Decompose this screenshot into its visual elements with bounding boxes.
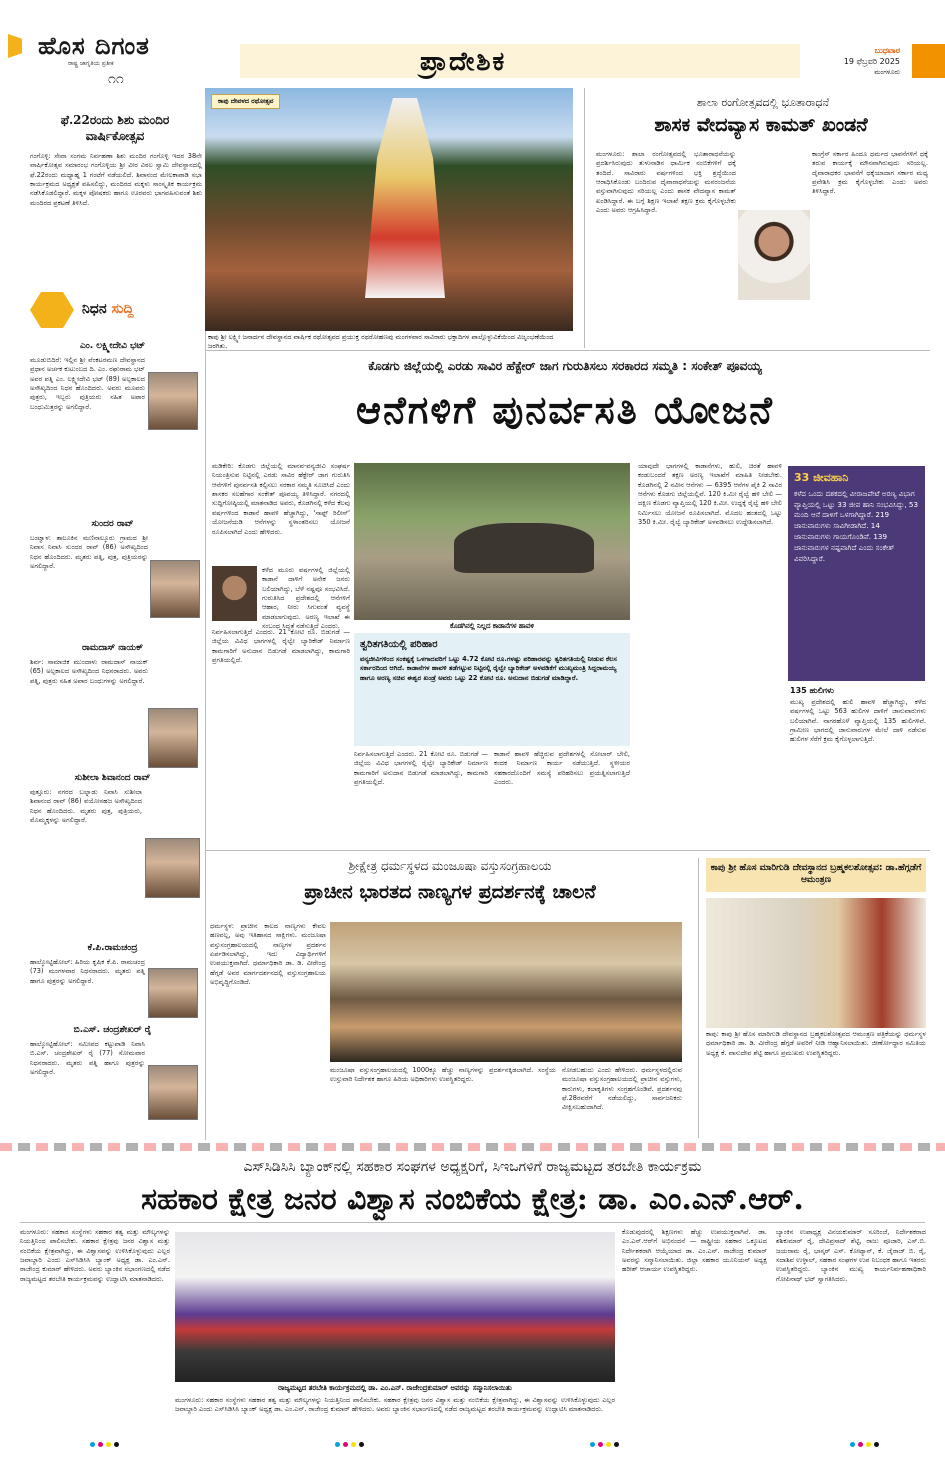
- story-headline: ಶಾಸಕ ವೇದವ್ಯಾಸ ಕಾಮತ್ ಖಂಡನೆ: [654, 114, 868, 136]
- obituary-name: ಸುಂದರ ರಾವ್: [91, 519, 134, 529]
- newspaper-name: ಹೊಸ ದಿಗಂತ: [38, 31, 150, 60]
- column-divider: [698, 858, 699, 1138]
- story-body: ಕಾಂಗ್ರೆಸ್ ಸರ್ಕಾರ ಹಿಂದೂ ಧರ್ಮದ ಭಾವನೆಗಳಿಗೆ ಧಕ್ಕೆ ತರುವ ಕಾರ್ಯಕ್ಕೆ ಮೌನವಾಗಿರುವುದು ಸರಿಯಲ್ಲ. ದೈವಾರಾಧಕರ ಭಾವನೆಗೆ ಧಕ್ಕೆಯಾದಾಗ ಸರ್ಕಾರ ಮಧ್ಯ ಪ್ರವೇಶಿಸಿ ಕ್ರಮ ಕೈಗೊಳ್ಳಬೇಕು ಎಂದು ಅವರು ತಿಳಿಸಿದ್ದಾರೆ.: [812, 150, 928, 196]
- day-label: ಬುಧವಾರ: [874, 46, 900, 55]
- page-number: ೧೧: [108, 71, 124, 87]
- stat-heading: 33 ಜೀವಹಾನಿ: [794, 471, 849, 484]
- story-body: ನಿರ್ವಹಿಸಲಾಗುತ್ತಿದೆ ಎಂದರು. 21 ಕೋಟಿ ರೂ. ಬಿಡುಗಡೆ — ಜಿಲ್ಲೆಯ ವಿವಿಧ ಭಾಗಗಳಲ್ಲಿ ರೈಲ್ವೇ ಬ್ಯಾರಿಕೇಡ್ ನಿರ್ಮಾಣ ಕಾಮಗಾರಿಗೆ ಅನುದಾನ ಬಿಡುಗಡೆ ಮಾಡಲಾಗಿದ್ದು, ಕಾಮಗಾರಿ ಪ್ರಗತಿಯಲ್ಲಿದೆ.: [212, 628, 350, 665]
- highlight-heading: ತ್ವರಿತಗತಿಯಲ್ಲಿ ಪರಿಹಾರ: [360, 639, 438, 650]
- obituary-body: ಶಿರ್ವ: ಸಾಮಾಜಿಕ ಮುಂದಾಳು ರಾಮದಾಸ್ ನಾಯಕ್ (65) ಅಲ್ಪಕಾಲದ ಅಸೌಖ್ಯದಿಂದ ನಿಧನರಾದರು. ಅವರು ಪತ್ನಿ, ಪುತ್ರರು ಸಹಿತ ಅಪಾರ ಬಂಧುಗಳನ್ನು ಅಗಲಿದ್ದಾರೆ.: [30, 658, 148, 685]
- obituary-name: ಬಿ.ಎಸ್. ಚಂದ್ರಶೇಖರ್ ರೈ: [73, 1025, 152, 1035]
- black-dot: [359, 1442, 364, 1447]
- portrait-photo: [150, 560, 200, 618]
- mla-portrait: [738, 210, 810, 300]
- sanket-portrait: [212, 566, 257, 621]
- obituary-body: ಪುತ್ತೂರು: ನಗರದ ಬಲ್ನಾಡು ನಿವಾಸಿ ಸುಶೀಲಾ ಶಿವಾನಂದ ರಾವ್ (86) ವಯೋಸಹಜ ಅಸೌಖ್ಯದಿಂದ ನಿಧನ ಹೊಂದಿದರು. ಮೃತರು ಪುತ್ರ, ಪುತ್ರಿಯರು, ಮೊಮ್ಮಕ್ಕಳನ್ನು ಅಗಲಿದ್ದಾರೆ.: [30, 788, 142, 825]
- cyan-dot: [335, 1442, 340, 1447]
- obituary-item: [20, 940, 205, 954]
- cyan-dot: [590, 1442, 595, 1447]
- cyan-dot: [850, 1442, 855, 1447]
- portrait-photo: [148, 708, 198, 768]
- left-story-body: ಗಂಗೊಳ್ಳಿ: ಸೇವಾ ಸಂಗಮ ನಿರ್ವಹಣಾ ಶಿಶು ಮಂದಿರ ಗಂಗೊಳ್ಳಿ ಇದರ 38ನೇ ವಾರ್ಷಿಕೋತ್ಸವ ಸಮಾರಂಭ ಗಂಗೊಳ್ಳಿಯ ಶ್ರೀ ವೀರ ವಿಠಲ ಸ್ವಾಮಿ ದೇವಸ್ಥಾನದಲ್ಲಿ ಫೆ.22ರಂದು ಮಧ್ಯಾಹ್ನ 1 ಗಂಟೆಗೆ ನಡೆಯಲಿದೆ. ಶಿವಾನಂದ ಮೇಲಕಾಪಾಡಿ ಸಭಾ ಕಾರ್ಯಕ್ರಮದ ಅಧ್ಯಕ್ಷತೆ ವಹಿಸಲಿದ್ದು, ಮಂದಿರದ ಮಕ್ಕಳು ಸಾಂಸ್ಕೃತಿಕ ಕಾರ್ಯಕ್ರಮ ನಡೆಸಿಕೊಡಲಿದ್ದಾರೆ. ಮಕ್ಕಳ ಪೋಷಕರು ಹಾಗೂ ಊರವರು ಭಾಗವಹಿಸುವಂತೆ ಶಿಶು ಮಂದಿರದ ಪ್ರಕಟಣೆ ತಿಳಿಸಿದೆ.: [30, 152, 202, 207]
- photo-caption: ರಾಜ್ಯಮಟ್ಟದ ತರಬೇತಿ ಕಾರ್ಯಕ್ರಮದಲ್ಲಿ ಡಾ. ಎಂ.ಎನ್. ರಾಜೇಂದ್ರಕುಮಾರ್ ಅವರನ್ನು ಸನ್ಮಾನಿಸಲಾಯಿತು: [278, 1384, 512, 1392]
- story-body: ಕಳೆದ ಮೂರು ವರ್ಷಗಳಲ್ಲಿ ಜಿಲ್ಲೆಯಲ್ಲಿ ಕಾಡಾನೆ ದಾಳಿಗೆ ಅನೇಕ ಜನರು ಬಲಿಯಾಗಿದ್ದು, ಬೆಳೆ ನಷ್ಟವೂ ಸಂಭವಿಸಿದೆ. ಗುರುತಿಸಿದ ಪ್ರದೇಶದಲ್ಲಿ ಆನೆಗಳಿಗೆ ಆಹಾರ, ನೀರು ಸಿಗುವಂತೆ ವ್ಯವಸ್ಥೆ ಮಾಡಲಾಗುವುದು. ಅರಣ್ಯ ಇಲಾಖೆ ಈ ಸಂಬಂಧ ಸಿದ್ಧತೆ ನಡೆಸುತ್ತಿದೆ ಎಂದರು.: [262, 566, 350, 631]
- obituary-item: [20, 770, 205, 784]
- story-body: ಕೊಡುವುದರಲ್ಲಿ ಶಿಕ್ಷಣಗಳು ಹೆಚ್ಚು ಉಪಯುಕ್ತವಾಗಿವೆ. ಡಾ. ಎಂ.ಎನ್.ಆರ್‌ಗೆ ಅಭಿನಂದನೆ — ರಾಷ್ಟ್ರೀಯ ಸಹಕಾರ ಒಕ್ಕೂಟದ ನಿರ್ದೇಶಕರಾಗಿ ಆಯ್ಕೆಯಾದ ಡಾ. ಎಂ.ಎನ್. ರಾಜೇಂದ್ರ ಕುಮಾರ್ ಅವರನ್ನು ಸನ್ಮಾನಿಸಲಾಯಿತು. ಜಿಲ್ಲಾ ಸಹಕಾರ ಯೂನಿಯನ್ ಅಧ್ಯಕ್ಷ ಹರೀಶ್ ಆಚಾರ್ಯ ಉಪಸ್ಥಿತರಿದ್ದರು.: [622, 1228, 767, 1274]
- obituary-item: [20, 338, 205, 352]
- portrait-photo: [148, 372, 198, 430]
- story-headline: ಆನೆಗಳಿಗೆ ಪುನರ್ವಸತಿ ಯೋಜನೆ: [356, 387, 774, 432]
- obituary-name: ರಾಮದಾಸ್ ನಾಯಕ್: [81, 643, 144, 653]
- masthead-logo: [8, 28, 208, 88]
- obituary-item: [20, 640, 205, 654]
- obituary-body: ಹಾಲ್ಕೋಟ್ಟಿಹೋಲ್: ಹಿರಿಯ ಕೃಷಿಕ ಕೆ.ಪಿ. ರಾಮಚಂದ್ರ (73) ಮಂಗಳವಾರ ನಿಧನರಾದರು. ಮೃತರು ಪತ್ನಿ ಹಾಗೂ ಪುತ್ರರನ್ನು ಅಗಲಿದ್ದಾರೆ.: [30, 958, 145, 985]
- hexagon-icon: [30, 292, 74, 328]
- black-dot: [114, 1442, 119, 1447]
- cyan-dot: [90, 1442, 95, 1447]
- story-body: ನೋಡಬಹುದು ಎಂದು ಹೇಳಿದರು. ಧರ್ಮಸ್ಥಳದಲ್ಲಿರುವ ಮಂಜೂಷಾ ವಸ್ತುಸಂಗ್ರಹಾಲಯದಲ್ಲಿ ಪ್ರಾಚೀನ ವಸ್ತುಗಳು, ಕಾರುಗಳು, ಕಲಾಕೃತಿಗಳು ಸಂಗ್ರಹಗೊಂಡಿವೆ. ಪ್ರದರ್ಶನವು ಫೆ.28ರವರೆಗೆ ನಡೆಯಲಿದ್ದು, ಸಾರ್ವಜನಿಕರು ವೀಕ್ಷಿಸಬಹುದಾಗಿದೆ.: [562, 1066, 682, 1112]
- story-body: ಮಂಗಳೂರು: ಸಹಕಾರ ಸಂಸ್ಥೆಗಳು ಸಹಕಾರ ತತ್ವ ಮತ್ತು ಮೌಲ್ಯಗಳನ್ನು ನಿಯತ್ತಿನಿಂದ ಪಾಲಿಸಬೇಕು. ಸಹಕಾರ ಕ್ಷೇತ್ರವು ಜನರ ವಿಶ್ವಾಸ ಮತ್ತು ನಂಬಿಕೆಯ ಕ್ಷೇತ್ರವಾಗಿದ್ದು, ಈ ವಿಶ್ವಾಸವನ್ನು ಉಳಿಸಿಕೊಳ್ಳುವುದು ಎಲ್ಲರ ಜವಾಬ್ದಾರಿ ಎಂದು ಎಸ್‌ಸಿಡಿಸಿಸಿ ಬ್ಯಾಂಕ್ ಅಧ್ಯಕ್ಷ ಡಾ. ಎಂ.ಎನ್. ರಾಜೇಂದ್ರ ಕುಮಾರ್ ಹೇಳಿದರು. ಅವರು ಬ್ಯಾಂಕಿನ ಸಭಾಂಗಣದಲ್ಲಿ ನಡೆದ ರಾಜ್ಯಮಟ್ಟದ ತರಬೇತಿ ಕಾರ್ಯಕ್ರಮವನ್ನು ಉದ್ಘಾಟಿಸಿ ಮಾತನಾಡಿದರು.: [175, 1396, 615, 1414]
- story-body: ನಿರ್ವಹಿಸಲಾಗುತ್ತಿದೆ ಎಂದರು. 21 ಕೋಟಿ ರೂ. ಬಿಡುಗಡೆ — ಜಿಲ್ಲೆಯ ವಿವಿಧ ಭಾಗಗಳಲ್ಲಿ ರೈಲ್ವೇ ಬ್ಯಾರಿಕೇಡ್ ನಿರ್ಮಾಣ ಕಾಮಗಾರಿಗೆ ಅನುದಾನ ಬಿಡುಗಡೆ ಮಾಡಲಾಗಿದ್ದು, ಕಾಮಗಾರಿ ಪ್ರಗತಿಯಲ್ಲಿದೆ.: [354, 750, 488, 787]
- obituary-body: ಮೂಡುಬಿದಿರೆ: ಇಲ್ಲಿನ ಶ್ರೀ ವೆಂಕಟರಮಣ ದೇವಸ್ಥಾನದ ಪ್ರಧಾನ ಅರ್ಚಕ ಕುಟುಂಬದ ದಿ. ಎಂ. ರಘುರಾಮ ಭಟ್ ಅವರ ಪತ್ನಿ ಎಂ. ಲಕ್ಷ್ಮೀದೇವಿ ಭಟ್ (89) ಅಲ್ಪಕಾಲದ ಅಸೌಖ್ಯದಿಂದ ನಿಧನ ಹೊಂದಿದರು. ಅವರು ಮೂವರು ಪುತ್ರರು, ಇಬ್ಬರು ಪುತ್ರಿಯರು ಸಹಿತ ಅಪಾರ ಬಂಧುಮಿತ್ರರನ್ನು ಅಗಲಿದ್ದಾರೆ.: [30, 356, 145, 411]
- felicitation-photo: [175, 1232, 615, 1382]
- elephant-herd-photo: [354, 463, 630, 620]
- yellow-dot: [106, 1442, 111, 1447]
- story-kicker: ಶ್ರೀಕ್ಷೇತ್ರ ಧರ್ಮಸ್ಥಳದ ಮಂಜೂಷಾ ವಸ್ತುಸಂಗ್ರಹಾಲಯ: [348, 859, 552, 873]
- left-story-title: ಫೆ.22ರಂದು ಶಿಶು ಮಂದಿರ ವಾರ್ಷಿಕೋತ್ಸವ: [60, 113, 170, 144]
- obituary-header: [30, 292, 200, 328]
- story-body: ಯಾವುದೇ ಭಾಗಗಳಲ್ಲಿ ಕಾಡಾನೆಗಳು, ಹುಲಿ, ಚಿರತೆ ಹಾವಳಿ ಕಂಡುಬಂದರೆ ತಕ್ಷಣ ಅರಣ್ಯ ಇಲಾಖೆಗೆ ಮಾಹಿತಿ ನೀಡಬೇಕು. ಕೊಡಗಿನಲ್ಲಿ 2 ನವೀನ ಆನೆಗಳು — 6395 ಆನೆಗಳ ಪೈಕಿ 2 ಸಾವಿರ ಆನೆಗಳು ಕೊಡಗು ಜಿಲ್ಲೆಯಲ್ಲಿವೆ. 120 ಕಿ.ಮೀ ರೈಲ್ವೆ ಹಳಿ ಬೇಲಿ — ದಕ್ಷಿಣ ಕೊಡಗು ವ್ಯಾಪ್ತಿಯಲ್ಲಿ 120 ಕಿ.ಮೀ. ಉದ್ದಕ್ಕೆ ರೈಲ್ವೆ ಹಳಿ ಬೇಲಿ ನಿರ್ಮಿಸಲು ಯೋಜನೆ ರೂಪಿಸಲಾಗಿದೆ. ಮೊದಲ ಹಂತದಲ್ಲಿ ಒಟ್ಟು 350 ಕಿ.ಮೀ. ರೈಲ್ವೆ ಬ್ಯಾರಿಕೇಡ್ ಅಳವಡಿಸಲು ಉದ್ದೇಶಿಸಲಾಗಿದೆ.: [638, 462, 782, 527]
- obituary-item: [20, 1022, 205, 1036]
- obituary-item: [20, 516, 205, 530]
- story-body: ಮಂಜೂಷಾ ವಸ್ತುಸಂಗ್ರಹಾಲಯದಲ್ಲಿ 1000ಕ್ಕೂ ಹೆಚ್ಚು ನಾಣ್ಯಗಳನ್ನು ಪ್ರದರ್ಶನಕ್ಕಿಡಲಾಗಿದೆ. ಸಂಸ್ಥೆಯ ಉಸ್ತುವಾರಿ ನಿರ್ದೇಶಕ ಹಾಗೂ ಹಿರಿಯ ಅಧಿಕಾರಿಗಳು ಉಪಸ್ಥಿತರಿದ್ದರು.: [330, 1066, 556, 1084]
- section-divider: [20, 1222, 925, 1223]
- museum-event-photo: [330, 922, 682, 1062]
- story-headline: ಪ್ರಾಚೀನ ಭಾರತದ ನಾಣ್ಯಗಳ ಪ್ರದರ್ಶನಕ್ಕೆ ಚಾಲನೆ: [304, 881, 596, 903]
- stat-body: ಕಳೆದ ಒಂದು ದಶಕದಲ್ಲಿ ವೀರಾಜಪೇಟೆ ಅರಣ್ಯ ವಿಭಾಗ ವ್ಯಾಪ್ತಿಯಲ್ಲಿ ಒಟ್ಟು 33 ಜೀವ ಹಾನಿ ಸಂಭವಿಸಿದ್ದು, 53 ಮಂದಿ ಆನೆ ದಾಳಿಗೆ ಒಳಗಾಗಿದ್ದಾರೆ. 219 ಜಾನುವಾರುಗಳು ಸಾವಿಗೀಡಾಗಿದೆ. 14 ಜಾನುವಾರುಗಳು ಗಾಯಗೊಂಡಿವೆ. 139 ಜಾನುವಾರುಗಳ ನಷ್ಟವಾಗಿದೆ ಎಂದು ಸಂಕೇತ್ ವಿವರಿಸಿದ್ದಾರೆ.: [794, 488, 919, 563]
- edge-tab: [912, 44, 945, 78]
- flag-icon: [8, 34, 22, 58]
- magenta-dot: [343, 1442, 348, 1447]
- obituary-header-b: ಸುದ್ದಿ: [111, 301, 134, 317]
- section-divider: [205, 850, 930, 851]
- portrait-photo: [145, 838, 200, 898]
- city-label: ಮಂಗಳೂರು: [874, 67, 900, 76]
- elephant-herd-shape: [454, 523, 594, 573]
- photo-caption: ಕೊಡಗಿನಲ್ಲಿ ನಿಲ್ಲದ ಕಾಡಾನೆಗಳ ಹಾವಳಿ: [450, 622, 534, 630]
- story-body: ಮಂಗಳೂರು: ಶಾಲಾ ರಂಗೋತ್ಸವದಲ್ಲಿ ಭೂತಾರಾಧನೆಯನ್ನು ಪ್ರದರ್ಶಿಸಿರುವುದು ತುಳುನಾಡಿನ ಧಾರ್ಮಿಕ ನಂಬಿಕೆಗಳಿಗೆ ಧಕ್ಕೆ ತಂದಿದೆ. ಸಾವಿರಾರು ವರ್ಷಗಳಿಂದ ಭಕ್ತಿ ಶ್ರದ್ಧೆಯಿಂದ ಆರಾಧಿಸಿಕೊಂಡು ಬಂದಿರುವ ದೈವಾರಾಧನೆಯನ್ನು ಮನರಂಜನೆಯ ವಸ್ತುವಾಗಿಸುವುದು ಸರಿಯಲ್ಲ ಎಂದು ಶಾಸಕ ವೇದವ್ಯಾಸ ಕಾಮತ್ ಖಂಡಿಸಿದ್ದಾರೆ. ಈ ಬಗ್ಗೆ ಶಿಕ್ಷಣ ಇಲಾಖೆ ತಕ್ಷಣ ಕ್ರಮ ಕೈಗೊಳ್ಳಬೇಕು ಎಂದು ಅವರು ಆಗ್ರಹಿಸಿದ್ದಾರೆ.: [596, 150, 736, 215]
- stat-box: [788, 466, 925, 681]
- photo-badge: ಕಾಪು ದೇವಳದ ರಥೋತ್ಸವ: [211, 94, 280, 109]
- subheading: 135 ಹುಲಿಗಳು: [790, 686, 834, 695]
- magenta-dot: [98, 1442, 103, 1447]
- date-block: [805, 46, 900, 76]
- story-body: ಧರ್ಮಸ್ಥಳ: ಪ್ರಾಚೀನ ಕಾಲದ ನಾಣ್ಯಗಳು ಕೇವಲ ಹಣವಲ್ಲ, ಅವು ಇತಿಹಾಸದ ಸಾಕ್ಷಿಗಳು. ಮಂಜೂಷಾ ವಸ್ತುಸಂಗ್ರಹಾಲಯದಲ್ಲಿ ನಾಣ್ಯಗಳ ಪ್ರದರ್ಶನ ಏರ್ಪಡಿಸಲಾಗಿದ್ದು, ಇದು ವಿದ್ಯಾರ್ಥಿಗಳಿಗೆ ಉಪಯುಕ್ತವಾಗಿದೆ. ಧರ್ಮಾಧಿಕಾರಿ ಡಾ. ಡಿ. ವೀರೇಂದ್ರ ಹೆಗ್ಗಡೆ ಅವರ ಮಾರ್ಗದರ್ಶನದಲ್ಲಿ ವಸ್ತುಸಂಗ್ರಹಾಲಯ ಅಭಿವೃದ್ಧಿಗೊಂಡಿದೆ.: [210, 922, 326, 987]
- box-title: ಕಾಪು ಶ್ರೀ ಹೊಸ ಮಾರಿಗುಡಿ ದೇವಸ್ಥಾನದ ಬ್ರಹ್ಮಕಲಶೋತ್ಸವ: ಡಾ.ಹೆಗ್ಗಡೆಗೆ ಆಮಂತ್ರಣ: [706, 858, 926, 892]
- story-kicker: ಶಾಲಾ ರಂಗೋತ್ಸವದಲ್ಲಿ ಭೂತಾರಾಧನೆ: [696, 96, 830, 109]
- obituary-name: ಸುಶೀಲಾ ಶಿವಾನಂದ ರಾವ್: [74, 773, 151, 783]
- story-kicker: ಎಸ್‌ಸಿಡಿಸಿಸಿ ಬ್ಯಾಂಕ್‌ನಲ್ಲಿ ಸಹಕಾರ ಸಂಘಗಳ ಅಧ್ಯಕ್ಷರಿಗೆ, ಸಿಇಒಗಳಿಗೆ ರಾಜ್ಯಮಟ್ಟದ ತರಬೇತಿ ಕಾರ್ಯಕ್ರಮ: [243, 1159, 702, 1175]
- photo-caption: ಕಾಪು: ಕಾಪು ಶ್ರೀ ಹೊಸ ಮಾರಿಗುಡಿ ದೇವಸ್ಥಾನದ ಬ್ರಹ್ಮಕಲಶೋತ್ಸವದ ಆಮಂತ್ರಣ ಪತ್ರಿಕೆಯನ್ನು ಧರ್ಮಸ್ಥಳ ಧರ್ಮಾಧಿಕಾರಿ ಡಾ. ಡಿ. ವೀರೇಂದ್ರ ಹೆಗ್ಗಡೆ ಅವರಿಗೆ ನೀಡಿ ಆಹ್ವಾನಿಸಲಾಯಿತು. ಜೀರ್ಣೋದ್ಧಾರ ಸಮಿತಿಯ ಅಧ್ಯಕ್ಷ ಕೆ. ವಾಸುದೇವ ಶೆಟ್ಟಿ ಹಾಗೂ ಪ್ರಮುಖರು ಉಪಸ್ಥಿತರಿದ್ದರು.: [706, 1030, 926, 1057]
- chariot-festival-photo: [205, 88, 573, 331]
- story-body: ಕಾಡಾನೆ ಹಾವಳಿ ಹೆಚ್ಚಿರುವ ಪ್ರದೇಶಗಳಲ್ಲಿ ಸೋಲಾರ್ ಬೇಲಿ, ಕಂದಕ ನಿರ್ಮಾಣ ಕಾರ್ಯ ನಡೆಯುತ್ತಿದೆ. ಸ್ಥಳೀಯರ ಸಹಕಾರದೊಂದಿಗೆ ಸಮಸ್ಯೆ ಪರಿಹರಿಸಲು ಪ್ರಯತ್ನಿಸಲಾಗುತ್ತಿದೆ ಎಂದರು.: [494, 750, 630, 787]
- obituary-name: ಎಂ. ಲಕ್ಷ್ಮೀದೇವಿ ಭಟ್: [79, 341, 146, 351]
- obituary-header-a: ನಿಧನ: [82, 301, 107, 317]
- black-dot: [874, 1442, 879, 1447]
- magenta-dot: [598, 1442, 603, 1447]
- obituary-body: ಬಂಟ್ವಾಳ: ತಾಲೂಕಿನ ಮಣಿನಾಲ್ಕೂರು ಗ್ರಾಮದ ಶ್ರೀ ನಿವಾಸ ನಿವಾಸಿ ಸುಂದರ ರಾವ್ (86) ಅಸೌಖ್ಯದಿಂದ ನಿಧನ ಹೊಂದಿದರು. ಮೃತರು ಪತ್ನಿ, ಪುತ್ರ, ಪುತ್ರಿಯರನ್ನು ಅಗಲಿದ್ದಾರೆ.: [30, 534, 148, 571]
- section-banner: [240, 44, 800, 78]
- story-headline: ಸಹಕಾರ ಕ್ಷೇತ್ರ ಜನರ ವಿಶ್ವಾಸ ನಂಬಿಕೆಯ ಕ್ಷೇತ್ರ: ಡಾ. ಎಂ.ಎನ್.ಆರ್.: [141, 1182, 804, 1217]
- section-divider: [205, 350, 930, 351]
- yellow-dot: [351, 1442, 356, 1447]
- story-body: ಮಂಗಳೂರು: ಸಹಕಾರ ಸಂಸ್ಥೆಗಳು ಸಹಕಾರ ತತ್ವ ಮತ್ತು ಮೌಲ್ಯಗಳನ್ನು ನಿಯತ್ತಿನಿಂದ ಪಾಲಿಸಬೇಕು. ಸಹಕಾರ ಕ್ಷೇತ್ರವು ಜನರ ವಿಶ್ವಾಸ ಮತ್ತು ನಂಬಿಕೆಯ ಕ್ಷೇತ್ರವಾಗಿದ್ದು, ಈ ವಿಶ್ವಾಸವನ್ನು ಉಳಿಸಿಕೊಳ್ಳುವುದು ಎಲ್ಲರ ಜವಾಬ್ದಾರಿ ಎಂದು ಎಸ್‌ಸಿಡಿಸಿಸಿ ಬ್ಯಾಂಕ್ ಅಧ್ಯಕ್ಷ ಡಾ. ಎಂ.ಎನ್. ರಾಜೇಂದ್ರ ಕುಮಾರ್ ಹೇಳಿದರು. ಅವರು ಬ್ಯಾಂಕಿನ ಸಭಾಂಗಣದಲ್ಲಿ ನಡೆದ ರಾಜ್ಯಮಟ್ಟದ ತರಬೇತಿ ಕಾರ್ಯಕ್ರಮವನ್ನು ಉದ್ಘಾಟಿಸಿ ಮಾತನಾಡಿದರು.: [20, 1228, 170, 1283]
- yellow-dot: [606, 1442, 611, 1447]
- section-title: ಪ್ರಾದೇಶಿಕ: [420, 47, 507, 77]
- black-dot: [614, 1442, 619, 1447]
- date-label: 19 ಫೆಬ್ರವರಿ 2025: [843, 56, 900, 66]
- decorative-stripe: [0, 1143, 945, 1151]
- obituary-body: ಹಾಲ್ಕೋಟ್ಟಿಹೋಲ್: ಸಮೀಪದ ಕಟ್ಟುಪಾಡಿ ನಿವಾಸಿ ಬಿ.ಎಸ್. ಚಂದ್ರಶೇಖರ್ ರೈ (77) ಸೋಮವಾರ ನಿಧನರಾದರು. ಮೃತರು ಪತ್ನಿ ಹಾಗೂ ಪುತ್ರರನ್ನು ಅಗಲಿದ್ದಾರೆ.: [30, 1040, 145, 1077]
- print-registration-marks: [0, 1440, 945, 1450]
- column-divider: [584, 88, 585, 348]
- newspaper-tagline: ರಾಷ್ಟ್ರ ಜಾಗೃತಿಯ ಪ್ರತೀಕ: [68, 60, 114, 67]
- magenta-dot: [858, 1442, 863, 1447]
- obituary-name: ಕೆ.ಪಿ.ರಾಮಚಂದ್ರ: [87, 943, 138, 953]
- portrait-photo: [148, 968, 198, 1018]
- highlight-body: ವನ್ಯಜೀವಿಗಳಿಂದ ಸಂಕಷ್ಟಕ್ಕೆ ಒಳಗಾದವರಿಗೆ ಒಟ್ಟು 4.72 ಕೋಟಿ ರೂ.ಗಳಷ್ಟು ಪರಿಹಾರವನ್ನು ತ್ವರಿತಗತಿಯಲ್ಲಿ ನೀಡುವ ಕೆಲಸ ಸರ್ಕಾರದಿಂದ ಆಗಿದೆ. ಕಾಡಾನೆಗಳ ಹಾವಳಿ ತಡೆಗಟ್ಟುವ ನಿಟ್ಟಿನಲ್ಲಿ ರೈಲ್ವೇ ಬ್ಯಾರಿಕೇಡ್ ಅಳವಡಿಕೆಗೆ ಮುಖ್ಯಮಂತ್ರಿ ಸಿದ್ದರಾಮಯ್ಯ ಹಾಗೂ ಅರಣ್ಯ ಸಚಿವ ಈಶ್ವರ ಖಂಡ್ರೆ ಅವರು ಒಟ್ಟು 22 ಕೋಟಿ ರೂ. ಅನುದಾನ ಬಿಡುಗಡೆ ಮಾಡಿದ್ದಾರೆ.: [360, 654, 617, 682]
- portrait-photo: [148, 1065, 198, 1120]
- story-kicker: ಕೊಡಗು ಜಿಲ್ಲೆಯಲ್ಲಿ ಎರಡು ಸಾವಿರ ಹೆಕ್ಟೇರ್ ಜಾಗ ಗುರುತಿಸಲು ಸರಕಾರದ ಸಮ್ಮತಿ : ಸಂಕೇತ್ ಪೂವಯ್ಯ: [368, 359, 762, 373]
- story-body: ಮಡಿಕೇರಿ: ಕೊಡಗು ಜಿಲ್ಲೆಯಲ್ಲಿ ಮಾನವ-ವನ್ಯಜೀವಿ ಸಂಘರ್ಷ ನಿಯಂತ್ರಿಸುವ ನಿಟ್ಟಿನಲ್ಲಿ ಎರಡು ಸಾವಿರ ಹೆಕ್ಟೇರ್ ಜಾಗ ಗುರುತಿಸಿ ಆನೆಗಳಿಗೆ ಪುನರ್ವಸತಿ ಕಲ್ಪಿಸಲು ಸರಕಾರ ಸಮ್ಮತಿ ಸೂಚಿಸಿದೆ ಎಂದು ಶಾಸಕರ ಸಲಹೆಗಾರ ಸಂಕೇತ್ ಪೂವಯ್ಯ ತಿಳಿಸಿದ್ದಾರೆ. ನಗರದಲ್ಲಿ ಸುದ್ದಿಗೋಷ್ಠಿಯಲ್ಲಿ ಮಾತನಾಡಿದ ಅವರು, ಕೊಡಗಿನಲ್ಲಿ ಕಳೆದ ಕೆಲವು ವರ್ಷಗಳಿಂದ ಕಾಡಾನೆ ಹಾವಳಿ ಹೆಚ್ಚಾಗಿದ್ದು, 'ಸಾಫ್ಟ್ ರಿಲೀಸ್' ಯೋಜನೆಯಡಿ ಆನೆಗಳನ್ನು ಸ್ಥಳಾಂತರಿಸಲು ಯೋಜನೆ ರೂಪಿಸಲಾಗಿದೆ ಎಂದು ಹೇಳಿದರು.: [212, 462, 350, 536]
- story-body: ಮುಖ್ಯ ಪ್ರದೇಶದಲ್ಲಿ ಹುಲಿ ಹಾವಳಿ ಹೆಚ್ಚಾಗಿದ್ದು, ಕಳೆದ ವರ್ಷಗಳಲ್ಲಿ ಒಟ್ಟು 563 ಹುಲಿಗಳ ದಾಳಿಗೆ ಜಾನುವಾರುಗಳು ಬಲಿಯಾಗಿವೆ. ನಾಗರಹೊಳೆ ವ್ಯಾಪ್ತಿಯಲ್ಲಿ 135 ಹುಲಿಗಳಿವೆ. ಗ್ರಾಮೀಣ ಭಾಗದಲ್ಲಿ ಜಾನುವಾರುಗಳ ಮೇಲೆ ದಾಳಿ ನಡೆಸುವ ಹುಲಿಗಳ ಸೆರೆಗೆ ಕ್ರಮ ಕೈಗೊಳ್ಳಲಾಗುತ್ತಿದೆ.: [790, 698, 926, 744]
- chariot-shape: [365, 98, 445, 298]
- story-body: ಬ್ಯಾಂಕಿನ ಉಪಾಧ್ಯಕ್ಷ ವಿನಯಕುಮಾರ್ ಸೂರಿಂಜೆ, ನಿರ್ದೇಶಕರಾದ ಶಶಿಕುಮಾರ್ ರೈ, ದೇವಿಪ್ರಸಾದ್ ಶೆಟ್ಟಿ, ರಾಜು ಪೂಜಾರಿ, ಎಸ್.ಬಿ. ಜಯರಾಮ ರೈ, ಭಾಸ್ಕರ್ ಎಸ್. ಕೋಟ್ಯಾನ್, ಕೆ. ಜೈರಾಜ್ ಬಿ. ರೈ, ಸದಾಶಿವ ಉಳ್ಳಾಲ್, ಸಹಕಾರ ಸಂಘಗಳ ಉಪ ನಿಬಂಧಕ ಹಾಗೂ ಇತರರು ಉಪಸ್ಥಿತರಿದ್ದರು. ಬ್ಯಾಂಕಿನ ಮುಖ್ಯ ಕಾರ್ಯನಿರ್ವಹಣಾಧಿಕಾರಿ ಗೋಪಿನಾಥ್ ಭಟ್ ಸ್ವಾಗತಿಸಿದರು.: [776, 1228, 926, 1283]
- photo-caption: ಕಾಪು ಶ್ರೀ ಲಕ್ಷ್ಮೀ ಜನಾರ್ದನ ದೇವಸ್ಥಾನದ ವಾರ್ಷಿಕ ರಥೋತ್ಸವದ ಪ್ರಯುಕ್ತ ರಥರೋಹಣವು ಮಂಗಳವಾರ ಸಾವಿರಾರು ಭಕ್ತಾದಿಗಳ ಪಾಲ್ಗೊಳ್ಳುವಿಕೆಯಿಂದ ವಿಜೃಂಭಣೆಯಿಂದ ಜರಗಿತು.: [208, 333, 554, 351]
- yellow-dot: [866, 1442, 871, 1447]
- invitation-photo: [706, 898, 926, 1028]
- highlight-box: [354, 633, 630, 746]
